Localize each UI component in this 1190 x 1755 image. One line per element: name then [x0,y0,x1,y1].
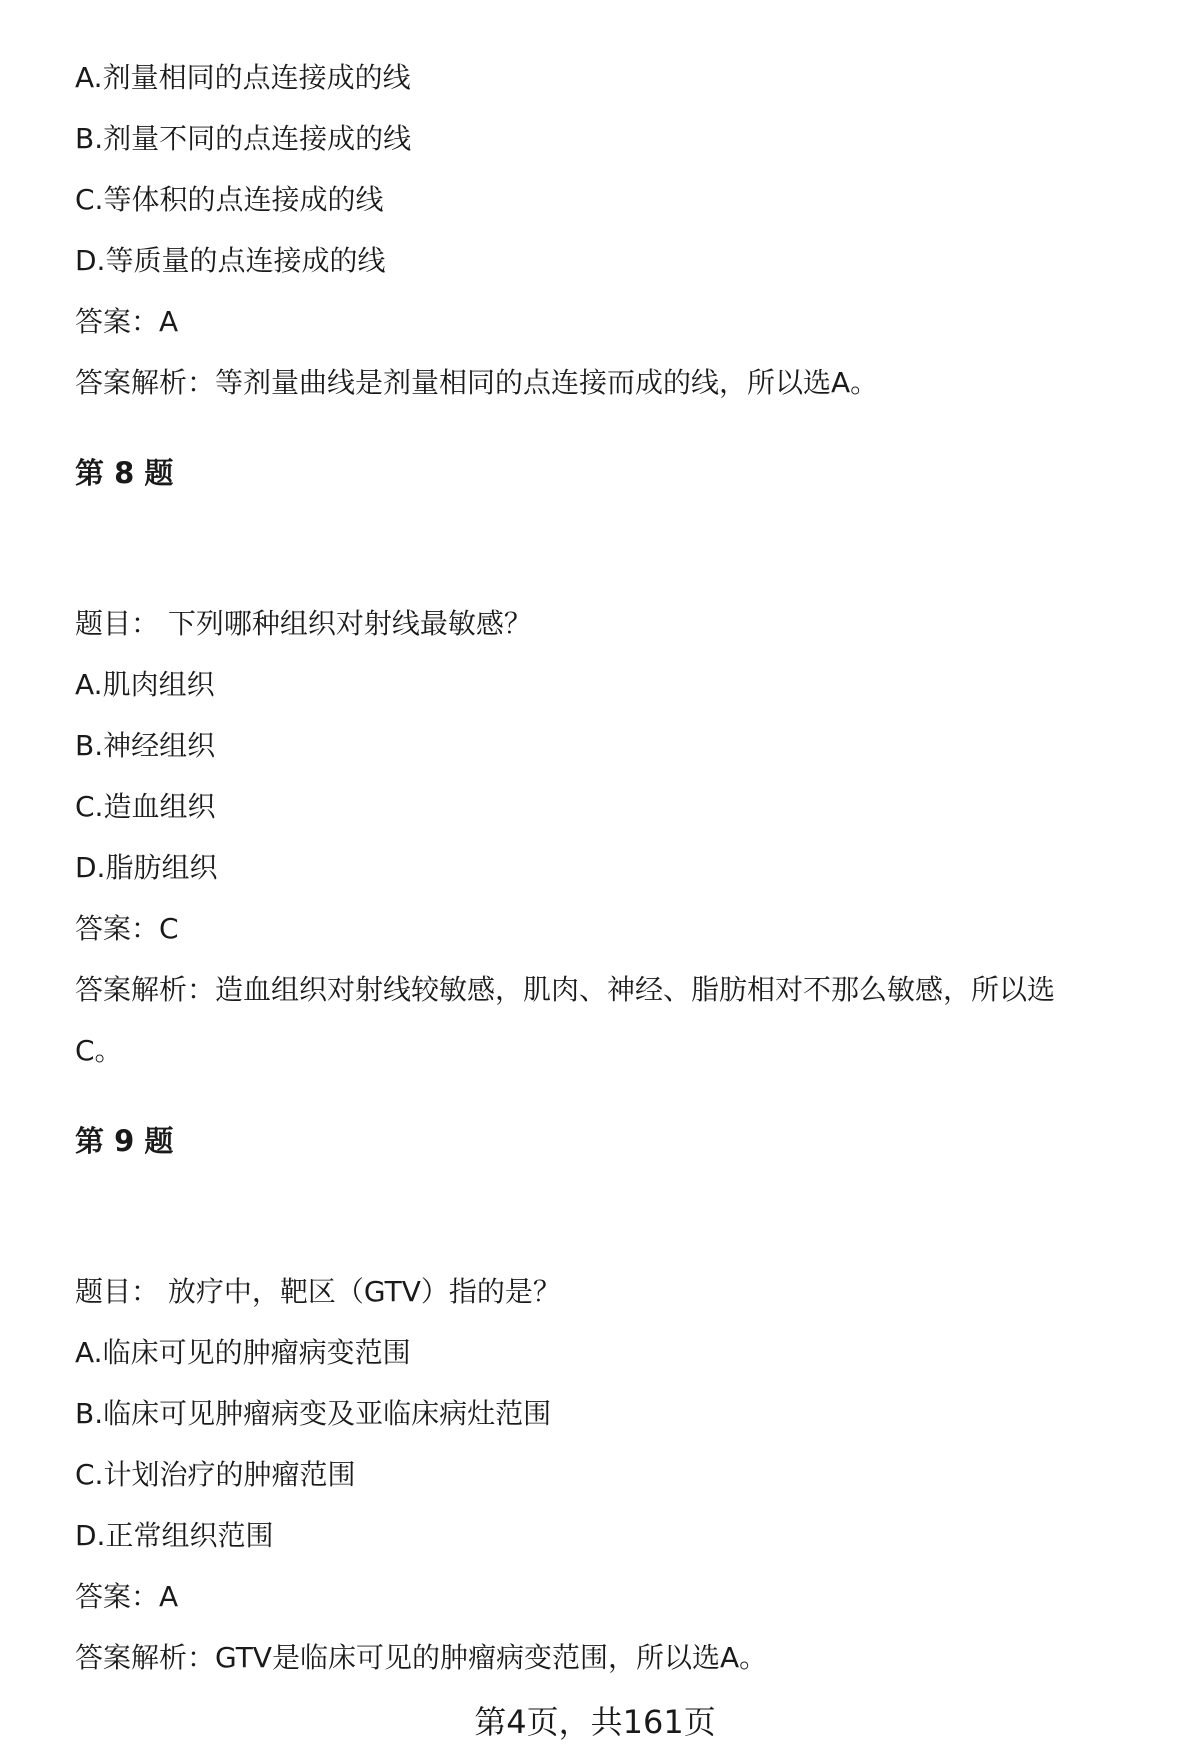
q7-explanation: 答案解析：等剂量曲线是剂量相同的点连接而成的线，所以选A。 [75,366,879,399]
q8-option-b: B.神经组织 [75,729,216,762]
q9-explanation: 答案解析：GTV是临床可见的肿瘤病变范围，所以选A。 [75,1641,768,1674]
q9-answer: 答案：A [75,1580,179,1613]
q7-option-c: C.等体积的点连接成的线 [75,183,384,216]
q7-answer: 答案：A [75,305,179,338]
q7-option-a: A.剂量相同的点连接成的线 [75,61,411,94]
q8-explanation-line2: C。 [75,1034,123,1067]
q7-option-d: D.等质量的点连接成的线 [75,244,386,277]
q9-option-c: C.计划治疗的肿瘤范围 [75,1458,356,1491]
page-number: 第4页，共161页 [474,1703,716,1741]
q8-question: 题目： 下列哪种组织对射线最敏感？ [75,607,532,640]
q8-option-c: C.造血组织 [75,790,216,823]
q7-option-b: B.剂量不同的点连接成的线 [75,122,412,155]
q9-heading: 第 9 题 [75,1124,174,1158]
q8-option-a: A.肌肉组织 [75,668,215,701]
q9-option-d: D.正常组织范围 [75,1519,274,1552]
q9-option-b: B.临床可见肿瘤病变及亚临床病灶范围 [75,1397,552,1430]
q8-option-d: D.脂肪组织 [75,851,218,884]
q8-heading: 第 8 题 [75,456,174,490]
q9-question: 题目： 放疗中，靶区（GTV）指的是？ [75,1275,561,1308]
q9-option-a: A.临床可见的肿瘤病变范围 [75,1336,411,1369]
q8-explanation-line1: 答案解析：造血组织对射线较敏感，肌肉、神经、脂肪相对不那么敏感，所以选 [75,973,1056,1006]
q8-answer: 答案：C [75,912,179,945]
